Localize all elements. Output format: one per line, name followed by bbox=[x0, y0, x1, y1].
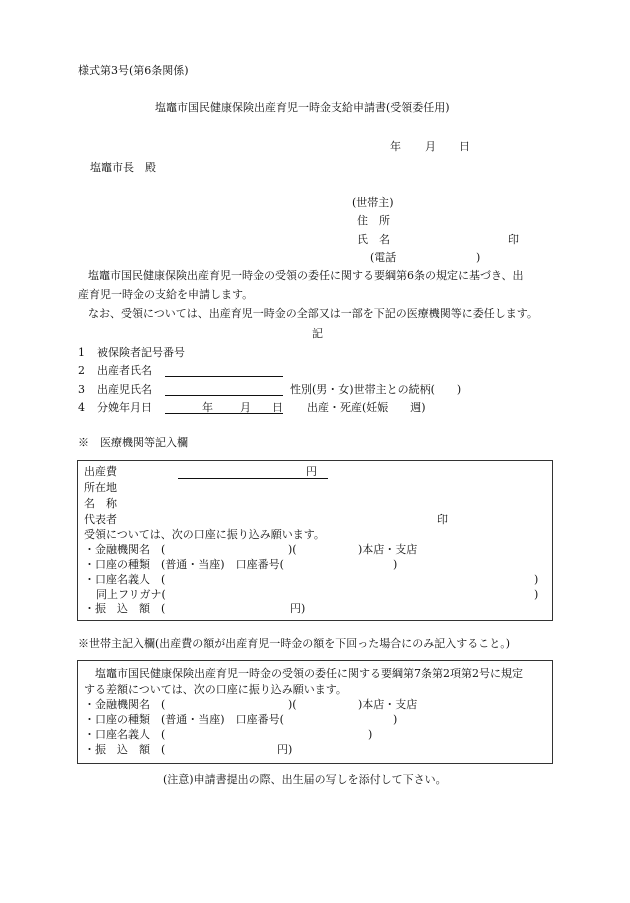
body-paragraph-2: なお、受領については、出産育児一時金の全部又は一部を下記の医療機関等に委任します。 bbox=[88, 307, 538, 320]
form-number: 様式第3号(第6条関係) bbox=[78, 64, 189, 77]
date-year: 年 bbox=[390, 140, 401, 153]
medical-account-type: ・口座の種類 (普通・当座) 口座番号( bbox=[84, 558, 284, 571]
item-4-input-line[interactable] bbox=[165, 413, 283, 414]
item-3-number: 3 bbox=[78, 383, 85, 396]
item-1-label: 被保険者記号番号 bbox=[97, 346, 185, 359]
date-day: 日 bbox=[459, 140, 470, 153]
medical-location-label: 所在地 bbox=[84, 481, 117, 494]
item-4-suffix: 出産・死産(妊娠 週) bbox=[307, 401, 426, 414]
item-4-day: 日 bbox=[272, 401, 283, 414]
householder-section-heading: ※世帯主記入欄(出産費の額が出産育児一時金の額を下回った場合にのみ記入すること。) bbox=[78, 637, 511, 650]
footer-note: (注意)申請書提出の際、出生届の写しを添付して下さい。 bbox=[163, 773, 447, 786]
medical-representative-label: 代表者 bbox=[84, 513, 117, 526]
householder-amount-unit: 円) bbox=[277, 743, 293, 756]
item-2-number: 2 bbox=[78, 364, 85, 377]
householder-bank-label: ・金融機関名 ( bbox=[84, 698, 166, 711]
medical-bank-label: ・金融機関名 ( bbox=[84, 543, 166, 556]
householder-amount-label: ・振 込 額 ( bbox=[84, 743, 166, 756]
medical-fee-label: 出産費 bbox=[84, 465, 117, 478]
medical-bank-mid: )( bbox=[288, 543, 297, 556]
item-2-input-line[interactable] bbox=[165, 376, 283, 377]
medical-seal: 印 bbox=[437, 513, 448, 526]
medical-account-close: ) bbox=[393, 558, 398, 571]
medical-account-holder-close: ) bbox=[534, 573, 539, 586]
tel-label: (電話 bbox=[370, 251, 397, 264]
item-2-label: 出産者氏名 bbox=[97, 364, 152, 377]
item-3-suffix: 性別(男・女)世帯主との続柄( ) bbox=[290, 383, 462, 396]
tel-close: ) bbox=[476, 251, 481, 264]
body-paragraph-1-line-1: 塩竈市国民健康保険出産育児一時金の受領の委任に関する要綱第6条の規定に基づき、出 bbox=[88, 269, 524, 282]
address-label: 住 所 bbox=[357, 214, 390, 227]
name-label: 氏 名 bbox=[357, 233, 390, 246]
item-4-year: 年 bbox=[202, 401, 213, 414]
householder-bank-mid: )( bbox=[288, 698, 297, 711]
ki-heading: 記 bbox=[312, 327, 323, 340]
medical-furigana-label: 同上フリガナ( bbox=[96, 588, 166, 601]
item-3-input-line[interactable] bbox=[165, 395, 283, 396]
householder-account-type: ・口座の種類 (普通・当座) 口座番号( bbox=[84, 713, 284, 726]
householder-text-line-1: 塩竈市国民健康保険出産育児一時金の受領の委任に関する要綱第7条第2項第2号に規定 bbox=[95, 667, 523, 680]
item-4-number: 4 bbox=[78, 401, 85, 414]
householder-label: (世帯主) bbox=[352, 196, 394, 209]
medical-transfer-text: 受領については、次の口座に振り込み願います。 bbox=[84, 528, 325, 541]
item-4-month: 月 bbox=[240, 401, 251, 414]
medical-account-holder-label: ・口座名義人 ( bbox=[84, 573, 166, 586]
body-paragraph-1-line-2: 産育児一時金の支給を申請します。 bbox=[78, 288, 254, 301]
medical-name-label: 名 称 bbox=[84, 497, 117, 510]
addressee: 塩竈市長 殿 bbox=[90, 161, 156, 174]
householder-text-line-2: する差額については、次の口座に振り込み願います。 bbox=[84, 683, 347, 696]
item-1-number: 1 bbox=[78, 346, 85, 359]
medical-amount-unit: 円) bbox=[290, 602, 306, 615]
applicant-seal: 印 bbox=[508, 233, 519, 246]
medical-furigana-close: ) bbox=[534, 588, 539, 601]
householder-account-holder-close: ) bbox=[368, 728, 373, 741]
householder-account-holder-label: ・口座名義人 ( bbox=[84, 728, 166, 741]
date-month: 月 bbox=[425, 140, 436, 153]
page-title: 塩竈市国民健康保険出産育児一時金支給申請書(受領委任用) bbox=[155, 101, 450, 114]
item-3-label: 出産児氏名 bbox=[97, 383, 152, 396]
medical-bank-branch: )本店・支店 bbox=[358, 543, 418, 556]
medical-section-heading: ※ 医療機関等記入欄 bbox=[78, 436, 188, 449]
medical-fee-unit: 円 bbox=[306, 465, 317, 478]
medical-amount-label: ・振 込 額 ( bbox=[84, 602, 166, 615]
item-4-label: 分娩年月日 bbox=[97, 401, 152, 414]
householder-bank-branch: )本店・支店 bbox=[358, 698, 418, 711]
householder-account-close: ) bbox=[393, 713, 398, 726]
